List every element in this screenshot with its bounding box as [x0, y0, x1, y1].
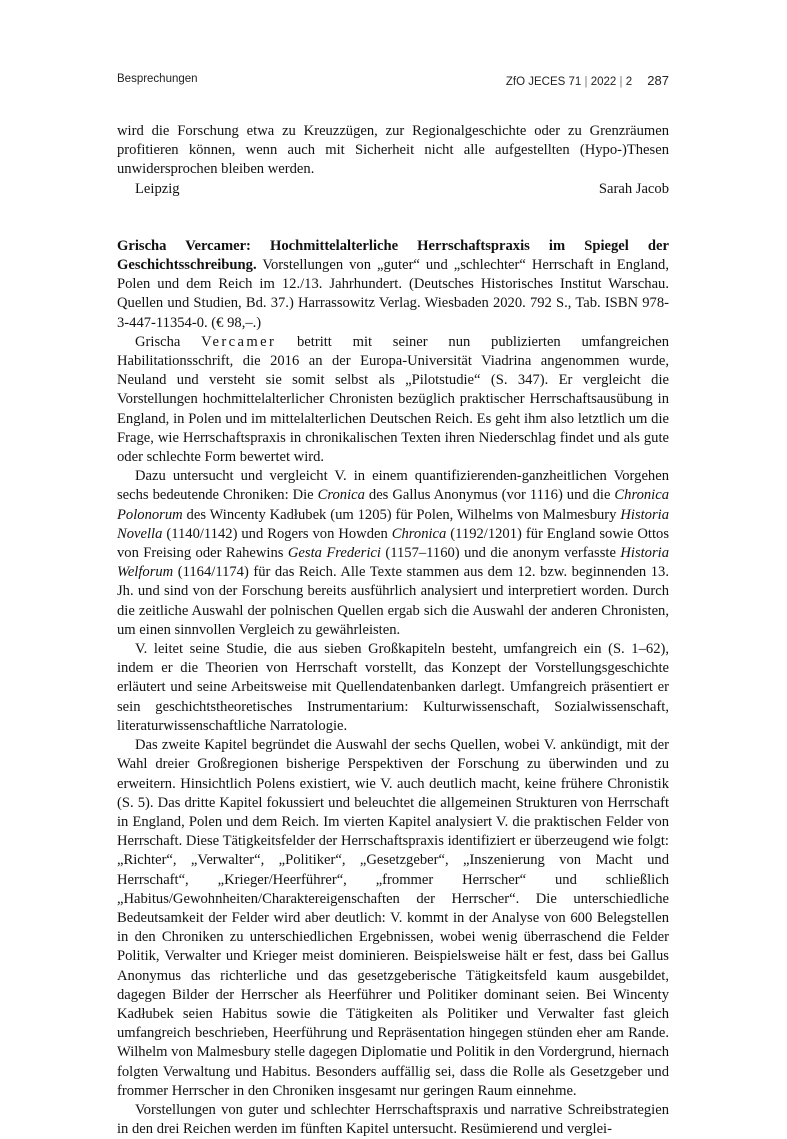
paragraph-4: Das zweite Kapitel begründet die Auswahl der sechs Quellen, wobei V. ankündigt, mit der Wahl dreier Großregionen bisherige Perspektiven der Forschung zu überwinden und zu erweitern. Hinsichtlich Polens existiert, wie V. auch deutlich macht, keine frühere Chronistik (S. 5). Das dritte Kapitel fokussiert und beleuchtet die allgemeinen Strukturen von Herrschaft in England, Polen und dem Reich. Im vierten Kapitel analysiert V. die praktischen Felder von Herrschaft. Diese Tätigkeitsfelder der Herrschaftspraxis identifiziert er überzeugend wie folgt: „Richter“, „Verwalter“, „Politiker“, „Gesetzgeber“, „Inszenierung von Macht und Herrschaft“, „Krieger/Heerführer“, „frommer Herrscher“ und schließlich „Habitus/Gewohnheiten/Charaktereigenschaften der Herrscher“. Die unterschiedliche Bedeutsamkeit der Felder wird aber deutlich: V. kommt in der Analyse von 600 Belegstellen in den Chroniken zu unterschiedlichen Ergebnissen, wobei wenig überraschend die Felder Politik, Verwalter und Krieger meist dominieren. Beispielsweise hält er fest, dass bei Gallus Anonymus das richterliche und das gesetzgeberische Tätigkeitsfeld kaum ausgebildet, dagegen Bilder der Herrscher als Heerführer und Politiker dominant seien. Bei Wincenty Kadłubek seien Habitus sowie die Tätigkeiten als Politiker und Verwalter fast gleich umfangreich beschrieben, Heerführung und Repräsentation hingegen stünden eher am Rande. Wilhelm von Malmesbury stelle dagegen Diplomatie und Politik in den Vordergrund, hiernach folgten Verwaltung und Habitus. Besonders auffällig sei, dass die Rolle als Gesetzgeber und frommer Herrscher in den Chroniken insgesamt nur geringen Raum einnehme.	[117, 737, 669, 1099]
source-title: Historia Welforum	[117, 545, 670, 581]
running-header	[117, 73, 669, 91]
source-title: Cronica	[317, 487, 365, 504]
source-title: Gesta Frederici	[287, 545, 381, 562]
article-body	[117, 122, 669, 1139]
paragraph-2: Dazu untersucht und vergleicht V. in einem quantifizierenden-ganzheitlichen Vorgehen sechs bedeutende Chroniken: Die Cronica des Gallus Anonymus (vor 1116) und die Chronica Polonorum des Wincenty Kadłubek (um 1205) für Polen, Wilhelms von Malmesbury Historia Novella (1140/1142) und Rogers von Howden Chronica (1192/1201) für England sowie Ottos von Freising oder Rahewins Gesta Frederici (1157–1160) und die anonym verfasste Historia Welforum (1164/1174) für das Reich. Alle Texte stammen aus dem 12. bzw. beginnenden 13. Jh. und sind von der Forschung bereits ausführlich analysiert und interpretiert worden. Durch die zeitliche Auswahl der polnischen Quellen ergab sich die Auswahl der anderen Chronisten, um einen sinnvollen Vergleich zu gewährleisten.	[117, 468, 670, 638]
reviewer-place: Leipzig	[135, 180, 180, 197]
source-title: Chronica	[391, 525, 447, 542]
journal-issue: 2	[625, 76, 633, 88]
journal-year: 2022	[590, 76, 617, 88]
review-title: Grischa Vercamer: Hochmittelalterliche Herrschaftspraxis im Spiegel der Geschichtsschreibung.	[117, 237, 669, 274]
paragraph-5: Vorstellungen von guter und schlechter Herrschaftspraxis und narrative Schreibstrategien in den drei Reichen werden im fünften Kapitel untersucht. Resümierend und verglei-	[117, 1101, 669, 1138]
journal-abbrev: ZfO	[505, 76, 526, 88]
reviewer-signature	[117, 180, 669, 199]
review-citation	[117, 237, 669, 333]
journal-jeces: JECES	[528, 76, 566, 88]
source-title: Historia Novella	[117, 506, 669, 542]
review-bibliographic-info: Vorstellungen von „guter“ und „schlechter“ Herrschaft in England, Polen und dem Reich im 12./13. Jahrhundert. (Deutsches Historisches Institut Warschau. Quellen und Studien, Bd. 37.) Harrassowitz Verlag. Wiesbaden 2020. 792 S., Tab. ISBN 978-3-447-11354-0. (€ 98,–.)	[117, 257, 669, 331]
paragraph-3: V. leitet seine Studie, die aus sieben Großkapiteln besteht, umfangreich ein (S. 1–62), indem er die Theorien von Herrschaft vorstellt, das Konzept der Vorstellungsgeschichte erläutert und seine Arbeitsweise mit Quellendatenbanken darlegt. Umfangreich präsentiert er sein geschichtstheoretisches Instrumentarium: Kulturwissenschaft, Sozialwissenschaft, literaturwissenschaftliche Narratologie.	[117, 641, 669, 734]
reviewer-name: Sarah Jacob	[598, 180, 669, 197]
author-last-name: Vercamer	[201, 333, 277, 350]
page-number: 287	[647, 73, 669, 88]
prev-review-ending: wird die Forschung etwa zu Kreuzzügen, zur Regionalgeschichte oder zu Grenzräumen profitieren können, wenn auch mit Sicherheit nicht alle aufgestellten (Hypo-)Thesen unwidersprochen bleiben werden.	[117, 123, 669, 178]
paragraph-1: Grischa Vercamer betritt mit seiner nun publizierten umfangreichen Habilitationsschrift, die 2016 an der Europa-Universität Viadrina angenommen wurde, Neuland und versteht sie somit selbst als „Pilotstudie“ (S. 347). Er vergleicht die Vorstellungen hochmittelalterlicher Chronisten bezüglich praktischer Herrschaftsausübung in England, in Polen und im mittelalterlichen Deutschen Reich. Es geht ihm also letztlich um die Frage, wie Herrschaftspraxis in chronikalischen Texten ihren Niederschlag findet und als gute oder schlechte Form bewertet wird.	[117, 333, 669, 466]
author-first-name: Grischa	[135, 333, 181, 350]
journal-info: ZfO JECES 71 | 2022 | 2 287	[505, 73, 669, 88]
journal-volume: 71	[568, 76, 582, 88]
source-title: Chronica Polonorum	[117, 487, 670, 523]
section-label: Besprechungen	[117, 73, 198, 85]
